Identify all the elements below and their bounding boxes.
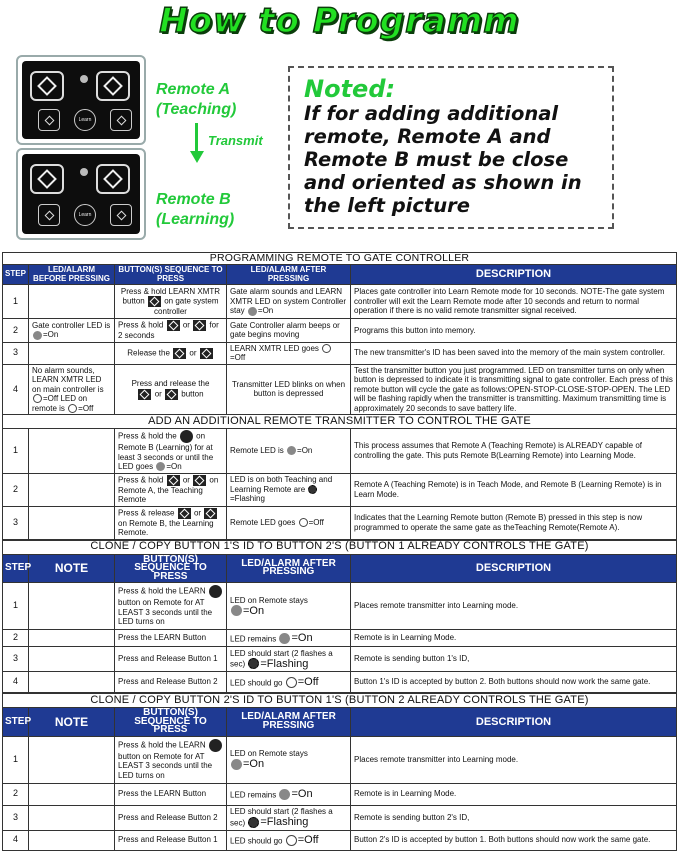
remote-a-image — [16, 55, 146, 145]
led-on-icon — [231, 759, 242, 770]
table-row: 1 Press & hold the on Remote B (Learning) for at least 3 seconds or until the LED goes =On Remote LED is =On This process assumes that Remote A (Teaching Remote) is ALREADY capable of controlling the gate. This puts Remote B(Learning Remote) into Learning Mode. — [3, 429, 677, 474]
clone-button-1-table — [2, 540, 677, 694]
remote-led-icon — [80, 75, 88, 83]
header-buttons: BUTTON(S) SEQUENCE TO PRESS — [115, 708, 227, 737]
header-note: NOTE — [29, 708, 115, 737]
header-description: DESCRIPTION — [351, 554, 677, 583]
transmit-label: Transmit — [208, 133, 263, 148]
remote-button-1-icon — [30, 71, 64, 101]
led-on-icon — [248, 307, 257, 316]
remote-button-icon — [165, 389, 178, 400]
remote-b-image — [16, 148, 146, 240]
header-step: STEP — [3, 554, 29, 583]
led-on-icon — [33, 331, 42, 340]
learn-button-icon — [209, 585, 222, 598]
led-off-icon — [299, 518, 308, 527]
table-row: 3 Press and Release Button 1 LED should start (2 flashes a sec) =Flashing Remote is sending button 1's ID, — [3, 647, 677, 672]
led-flashing-icon — [248, 817, 259, 828]
remote-button-icon — [173, 348, 186, 359]
remote-a-label: Remote A (Teaching) — [156, 81, 237, 118]
note-heading: Noted: — [304, 75, 396, 103]
table-row: 4 Press and Release Button 2 LED should go =Off Button 1's ID is accepted by button 2. Both buttons should now work the same gate. — [3, 672, 677, 693]
table-row: 2 Press the LEARN Button LED remains =On Remote is in Learning Mode. — [3, 630, 677, 647]
header-description: DESCRIPTION — [351, 708, 677, 737]
learn-button-icon — [180, 430, 193, 443]
led-flashing-icon — [248, 658, 259, 669]
remote-learn-button-icon: Learn — [74, 204, 96, 226]
header-note: NOTE — [29, 554, 115, 583]
remote-button-1-icon — [30, 164, 64, 194]
remote-led-icon — [80, 168, 88, 176]
header-description: DESCRIPTION — [351, 265, 677, 285]
led-flashing-icon — [308, 485, 317, 494]
led-off-icon — [33, 394, 42, 403]
led-off-icon — [322, 344, 331, 353]
header-buttons: BUTTON(S) SEQUENCE TO PRESS — [115, 554, 227, 583]
table-row: 3 Press and Release Button 2 LED should start (2 flashes a sec) =Flashing Remote is sending button 2's ID, — [3, 805, 677, 830]
section-4-title: CLONE / COPY BUTTON 2'S ID TO BUTTON 1'S (BUTTON 2 ALREADY CONTROLS THE GATE) — [3, 694, 677, 708]
remote-button-3-icon — [38, 204, 60, 226]
remote-button-icon — [138, 389, 151, 400]
section-2-title: ADD AN ADDITIONAL REMOTE TRANSMITTER TO CONTROL THE GATE — [3, 415, 677, 429]
led-on-icon — [279, 789, 290, 800]
learn-button-icon — [209, 739, 222, 752]
section-1-title: PROGRAMMING REMOTE TO GATE CONTROLLER — [3, 253, 677, 265]
led-on-icon — [231, 605, 242, 616]
table-row: 4 Press and Release Button 1 LED should go =Off Button 2's ID is accepted by button 1. Both buttons should now work the same gate. — [3, 830, 677, 850]
table-row: 4 No alarm sounds, LEARN XMTR LED on main controller is =Off LED on remote is =Off Press and release the or button Transmitter LED blinks on when button is depressed Test the transmitter button you just programmed. LED on transmitter turns on only when button is depressed to indicate it is transmitting signal to gate controller. Each press of this remote button will cycle the gate as follows:OPEN-STOP-CLOSE-STOP-OPEN. The LED will be flashing rapidly when the transmitter is transmitting. Maximum transmitting time is approximately 20 seconds to save battery life. — [3, 364, 677, 415]
led-off-icon — [286, 677, 297, 688]
table-row: 1 Press & hold LEARN XMTR button on gate system controller Gate alarm sounds and LEARN XMTR LED on system Controller stay =On Places gate controller into Learn Remote mode for 10 seconds. NOTE-The gate system controller will exit the Learn Remote mode after 10 seconds and return to normal operation if there is no valid remote transmitter signal received. — [3, 285, 677, 319]
programming-table — [2, 252, 677, 540]
table-row: 3 Release the or LEARN XMTR LED goes =Off The new transmitter's ID has been saved into the memory of the main system controller. — [3, 342, 677, 364]
remote-button-icon — [200, 348, 213, 359]
table-row: 3 Press & release or on Remote B, the Learning Remote. Remote LED goes =Off Indicates that the Learning Remote button (Remote B) pressed in this step is now programmed to operate the same gate as theTeaching Remote(Remote A). — [3, 506, 677, 539]
remote-button-icon — [193, 320, 206, 331]
table-row: 1 Press & hold the LEARN button on Remote for AT LEAST 3 seconds until the LED turns on LED on Remote stays =On Places remote transmitter into Learning mode. — [3, 583, 677, 630]
remote-button-icon — [193, 475, 206, 486]
remote-button-icon — [167, 475, 180, 486]
note-box — [288, 66, 614, 229]
table-row: 1 Press & hold the LEARN button on Remote for AT LEAST 3 seconds until the LED turns on LED on Remote stays =On Places remote transmitter into Learning mode. — [3, 736, 677, 783]
remote-button-icon — [167, 320, 180, 331]
remote-b-label: Remote B (Learning) — [156, 191, 235, 228]
header-led-after: LED/ALARM AFTER PRESSING — [227, 554, 351, 583]
table-row: 2 Press & hold or on Remote A, the Teaching Remote LED is on both Teaching and Learning Remote are =Flashing Remote A (Teaching Remote) is in Teach Mode, and Remote B (Learning Remote) is in Learn Mode. — [3, 473, 677, 506]
header-step: STEP — [3, 708, 29, 737]
controller-button-icon — [148, 296, 161, 307]
led-off-icon — [68, 404, 77, 413]
programming-tables — [2, 252, 677, 851]
led-on-icon — [279, 633, 290, 644]
page-title: How to Programm — [159, 1, 520, 41]
clone-button-2-table — [2, 693, 677, 851]
note-body: If for adding additional remote, Remote A and Remote B must be close and oriented as shown in the left picture — [304, 102, 582, 217]
header-buttons: BUTTON(S) SEQUENCE TO PRESS — [115, 265, 227, 285]
table-row: 2 Gate controller LED is =On Press & hold or for 2 seconds Gate Controller alarm beeps or gate begins moving Programs this button into memory. — [3, 319, 677, 343]
header-step: STEP — [3, 265, 29, 285]
remote-button-3-icon — [38, 109, 60, 131]
remote-button-2-icon — [96, 71, 130, 101]
header-led-after: LED/ALARM AFTER PRESSING — [227, 708, 351, 737]
table-row: 2 Press the LEARN Button LED remains =On Remote is in Learning Mode. — [3, 783, 677, 805]
remote-button-icon — [178, 508, 191, 519]
led-on-icon — [156, 462, 165, 471]
down-arrow-icon — [190, 123, 202, 163]
header-led-after: LED/ALARM AFTER PRESSING — [227, 265, 351, 285]
remote-learn-button-icon: Learn — [74, 109, 96, 131]
remote-button-4-icon — [110, 204, 132, 226]
led-off-icon — [286, 835, 297, 846]
section-3-title: CLONE / COPY BUTTON 1'S ID TO BUTTON 2'S (BUTTON 1 ALREADY CONTROLS THE GATE) — [3, 540, 677, 554]
remote-button-2-icon — [96, 164, 130, 194]
header-led-before: LED/ALARM BEFORE PRESSING — [29, 265, 115, 285]
led-on-icon — [287, 446, 296, 455]
remote-button-icon — [204, 508, 217, 519]
remote-button-4-icon — [110, 109, 132, 131]
